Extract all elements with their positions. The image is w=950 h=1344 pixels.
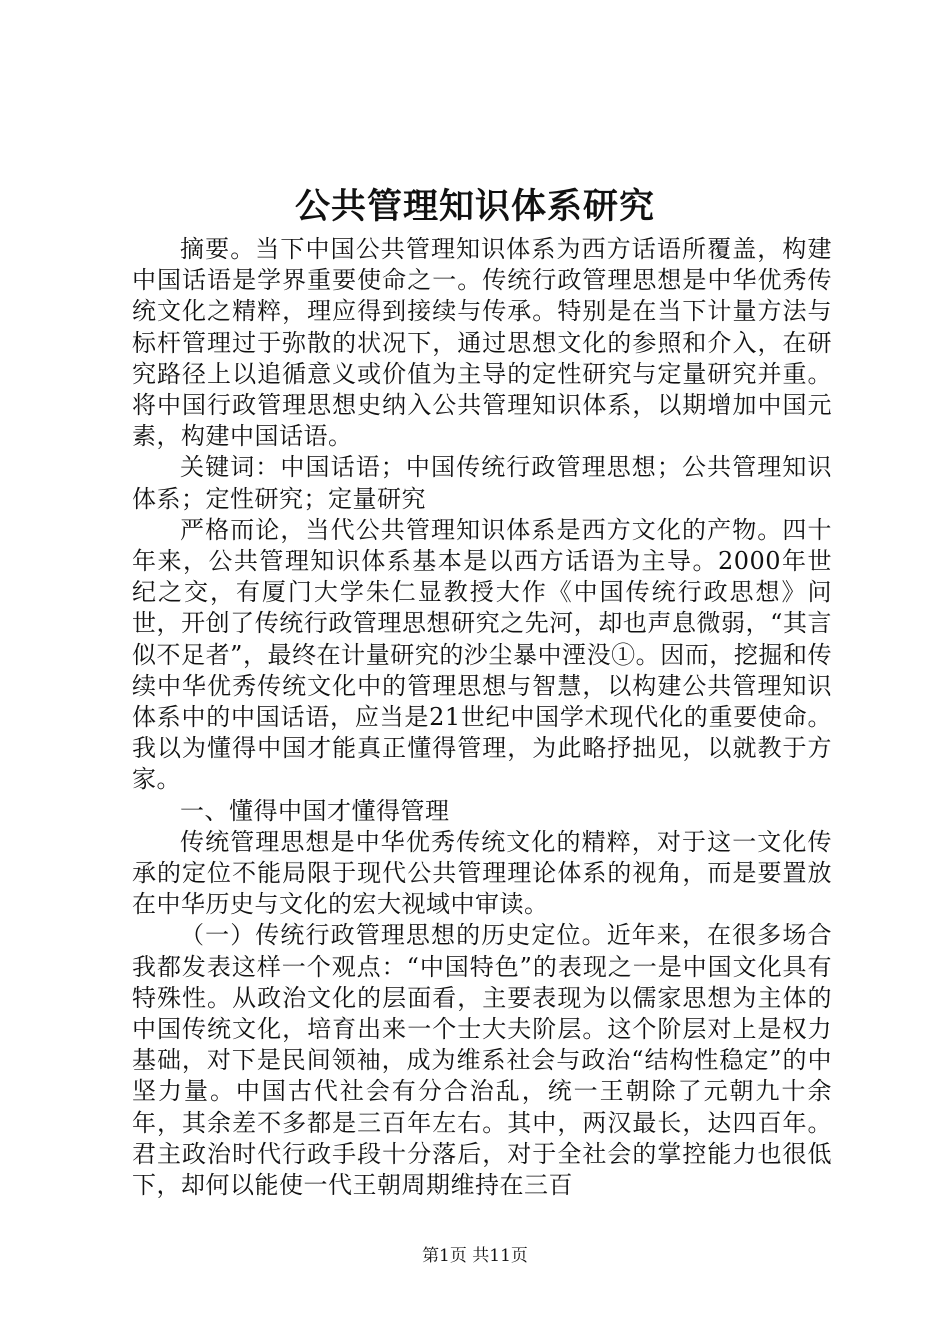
abstract-paragraph: 摘要。当下中国公共管理知识体系为西方话语所覆盖，构建中国话语是学界重要使命之一。传统行政管理思想是中华优秀传统文化之精粹，理应得到接续与传承。特别是在当下计量方法与标杆管理过于弥散的状况下，通过思想文化的参照和介入，在研究路径上以追循意义或价值为主导的定性研究与定量研究并重。将中国行政管理思想史纳入公共管理知识体系，以期增加中国元素，构建中国话语。 bbox=[132, 235, 832, 451]
subsection-paragraph: （一）传统行政管理思想的历史定位。近年来，在很多场合我都发表这样一个观点：“中国特色”的表现之一是中国文化具有特殊性。从政治文化的层面看，主要表现为以儒家思想为主体的中国传统文化，培育出来一个士大夫阶层。这个阶层对上是权力基础，对下是民间领袖，成为维系社会与政治“结构性稳定”的中坚力量。中国古代社会有分合治乱，统一王朝除了元朝九十余年，其余差不多都是三百年左右。其中，两汉最长，达四百年。君主政治时代行政手段十分落后，对于全社会的掌控能力也很低下，却何以能使一代王朝周期维持在三百 bbox=[132, 921, 832, 1200]
intro-paragraph: 严格而论，当代公共管理知识体系是西方文化的产物。四十年来，公共管理知识体系基本是以西方话语为主导。2000年世纪之交，有厦门大学朱仁显教授大作《中国传统行政思想》问世，开创了传统行政管理思想研究之先河，却也声息微弱，“其言似不足者”，最终在计量研究的沙尘暴中湮没①。因而，挖掘和传续中华优秀传统文化中的管理思想与智慧，以构建公共管理知识体系中的中国话语，应当是21世纪中国学术现代化的重要使命。我以为懂得中国才能真正懂得管理，为此略抒拙见，以就教于方家。 bbox=[132, 515, 832, 794]
document-body bbox=[132, 234, 832, 1201]
section-heading: 一、懂得中国才懂得管理 bbox=[180, 796, 450, 825]
section-intro-paragraph: 传统管理思想是中华优秀传统文化的精粹，对于这一文化传承的定位不能局限于现代公共管理理论体系的视角，而是要置放在中华历史与文化的宏大视域中审读。 bbox=[132, 827, 832, 919]
page-number-footer: 第1页 共11页 bbox=[422, 1246, 528, 1266]
keywords-paragraph: 关键词：中国话语；中国传统行政管理思想；公共管理知识体系；定性研究；定量研究 bbox=[132, 453, 832, 513]
document-title: 公共管理知识体系研究 bbox=[294, 187, 655, 227]
